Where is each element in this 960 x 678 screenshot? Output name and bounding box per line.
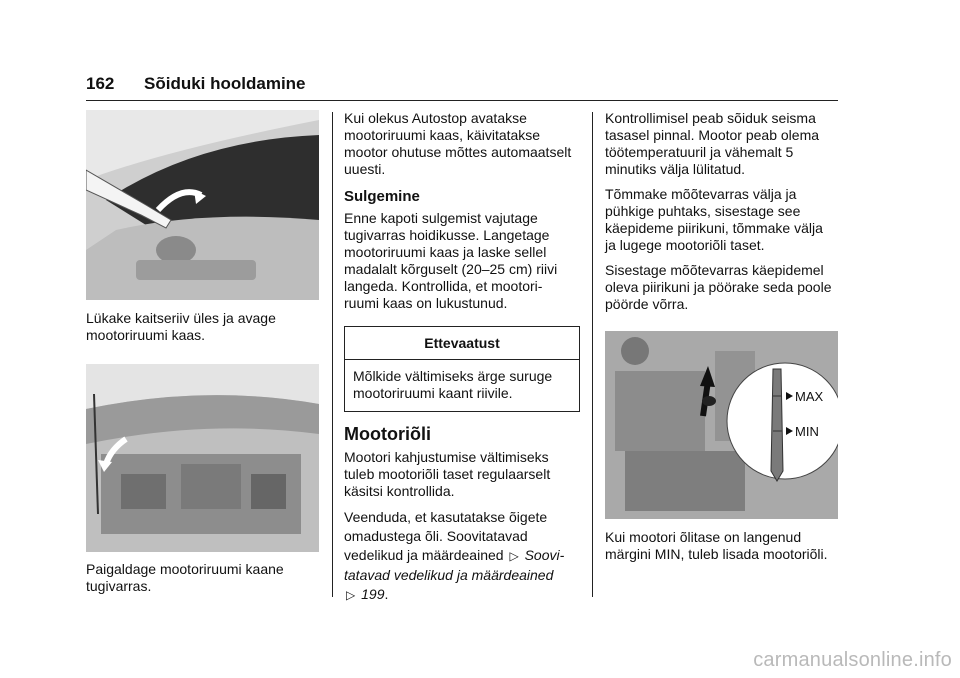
text-line: Mõlkide vältimiseks ärge suruge xyxy=(353,368,553,384)
sentence-end: . xyxy=(384,586,389,602)
text-line: pühkige puhtaks, sisestage see xyxy=(605,203,801,219)
dipstick-illustration xyxy=(605,331,838,519)
column-divider xyxy=(592,112,593,597)
caption-line: Paigaldage mootoriruumi kaane xyxy=(86,561,284,577)
hood-support-image xyxy=(86,364,319,552)
column-left xyxy=(86,110,319,595)
cross-reference-link[interactable]: Soovi- xyxy=(524,547,565,563)
caution-box xyxy=(344,326,580,412)
chapter-title: Sõiduki hooldamine xyxy=(144,74,306,93)
text-line: madalalt kõrguselt (20–25 cm) riivi xyxy=(344,261,558,277)
text-line: Sisestage mõõtevarras käepidemel xyxy=(605,262,824,278)
text-line: Enne kapoti sulgemist vajutage xyxy=(344,210,538,226)
text-line: oleva piirikuni ja pöörake seda poole xyxy=(605,279,832,295)
caution-title: Ettevaatust xyxy=(345,327,579,360)
text-line: omadustega õli. Soovitatavad xyxy=(344,528,528,544)
text-line: minutiks välja lülitatud. xyxy=(605,161,746,177)
reference-triangle-icon: ▷ xyxy=(509,549,519,563)
text-line: Mootori kahjustumise vältimiseks xyxy=(344,449,549,465)
text-line: vedelikud ja määrdeained xyxy=(344,547,504,563)
section-heading-closing: Sulgemine xyxy=(344,188,420,205)
caption-line: mootoriruumi kaas. xyxy=(86,327,206,343)
text-line: langeda. Kontrollida, et mootori- xyxy=(344,278,543,294)
section-heading-oil: Mootoriõli xyxy=(344,424,431,444)
reference-triangle-icon: ▷ xyxy=(346,588,356,602)
text-line: pöörde võrra. xyxy=(605,296,689,312)
column-right xyxy=(605,110,841,563)
text-line: mootoriruumi kaas, käivitatakse xyxy=(344,127,541,143)
dipstick-min-label: MIN xyxy=(795,424,819,439)
text-line: töötemperatuuril ja vähemalt 5 xyxy=(605,144,794,160)
cross-reference-page[interactable]: 199 xyxy=(361,586,385,602)
text-line: ja lugege mootoriõli taset. xyxy=(605,237,765,253)
text-line: Tõmmake mõõtevarras välja ja xyxy=(605,186,797,202)
text-line: mootoriruumi kaant riivile. xyxy=(353,385,513,401)
page-header xyxy=(86,70,838,101)
column-divider xyxy=(332,112,333,597)
text-line: uuesti. xyxy=(344,161,386,177)
hood-support-illustration xyxy=(86,364,319,552)
text-line: ruumi kaas on lukustunud. xyxy=(344,295,508,311)
text-line: Kontrollimisel peab sõiduk seisma xyxy=(605,110,816,126)
caption-line: Kui mootori õlitase on langenud xyxy=(605,529,802,545)
watermark: carmanualsonline.info xyxy=(753,649,952,671)
dipstick-image xyxy=(605,331,838,519)
text-line: Veenduda, et kasutatakse õigete xyxy=(344,509,548,525)
hood-release-illustration xyxy=(86,110,319,300)
text-line: tugivarras hoidikusse. Langetage xyxy=(344,227,550,243)
page-number: 162 xyxy=(86,74,115,93)
hood-release-image xyxy=(86,110,319,300)
text-line: mootor ohutuse mõttes automaatselt xyxy=(344,144,572,160)
dipstick-max-label: MAX xyxy=(795,389,824,404)
caution-body xyxy=(345,360,579,411)
text-line: käsitsi kontrollida. xyxy=(344,483,455,499)
cross-reference-link[interactable]: tatavad vedelikud ja määrdeained xyxy=(344,567,554,583)
column-middle xyxy=(344,110,580,605)
text-line: tuleb mootoriõli taset regulaarselt xyxy=(344,466,551,482)
caption-line: märgini MIN, tuleb lisada mootoriõli. xyxy=(605,546,828,562)
caption-line: tugivarras. xyxy=(86,578,152,594)
text-line: Kui olekus Autostop avatakse xyxy=(344,110,527,126)
text-line: mootoriruumi kaas ja laske sellel xyxy=(344,244,547,260)
caption-line: Lükake kaitseriiv üles ja avage xyxy=(86,310,276,326)
text-line: tasasel pinnal. Mootor peab olema xyxy=(605,127,820,143)
text-line: käepideme piirikuni, tõmmake välja xyxy=(605,220,823,236)
